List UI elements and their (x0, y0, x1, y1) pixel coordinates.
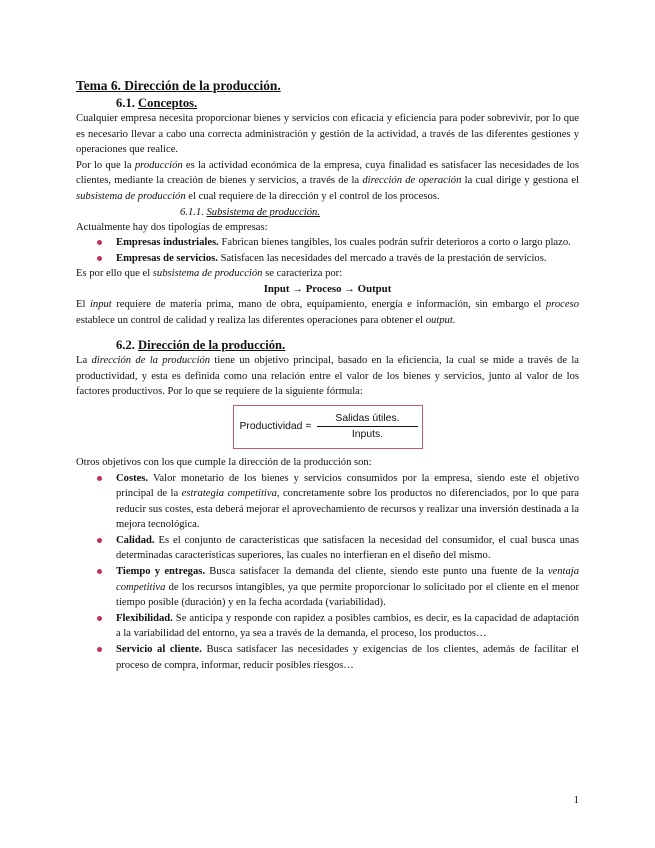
paragraph-otros-objetivos: Otros objetivos con los que cumple la dirección de la producción son: (76, 456, 372, 468)
paragraph-input: El input requiere de materia prima, mano de obra, equipamiento, energía e información, sin embargo el proceso establece un control de calidad y realiza las diferentes operaciones para obtener el output. (76, 298, 579, 326)
formula-container (76, 405, 579, 449)
bullet-icon (97, 476, 102, 481)
productivity-formula (233, 405, 423, 449)
list-item: Empresas industriales. Fabrican bienes tangibles, los cuales podrán sufrir deterioros a corto o largo plazo. (76, 235, 579, 251)
formula-denominator: Inputs. (351, 429, 384, 441)
bullet-icon (97, 256, 102, 261)
bullet-icon (97, 538, 102, 543)
subsection-heading-subsistema: 6.1.1. Subsistema de producción. (180, 206, 320, 218)
list-item: Servicio al cliente. Busca satisfacer las necesidades y exigencias de los clientes, además de facilitar el proceso de compra, informar, reducir posibles riesgos… (76, 642, 579, 673)
formula-numerator: Salidas útiles. (317, 413, 417, 427)
list-item: Flexibilidad. Se anticipa y responde con rapidez a posibles cambios, es decir, es la capacidad de adaptación a la variabilidad del entorno, ya sea a través de la demanda, el proceso, los productos… (76, 611, 579, 642)
formula-fraction (317, 413, 417, 440)
paragraph-produccion: Por lo que la producción es la actividad económica de la empresa, cuya finalidad es satisfacer las necesidades de los clientes, mediante la creación de bienes y servicios, a través de la dirección de operación la cual dirige y gestiona el subsistema de producción el cual requiere de la dirección y el control de los procesos. (76, 159, 580, 202)
bullet-icon (97, 647, 102, 652)
list-item: Costes. Valor monetario de los bienes y servicios consumidos por la empresa, siendo este el objetivo principal de la estrategia competitiva, concretamente sobre los productos no diferenciados, por lo que para reducir sus costes, esta deberá mejorar el aprovechamiento de recursos y realizar una inversión destinada a la mejora tecnológica. (76, 471, 579, 533)
bullet-icon (97, 240, 102, 245)
formula-lhs: Productividad = (239, 421, 312, 433)
objectives-list (76, 471, 579, 674)
list-item: Empresas de servicios. Satisfacen las necesidades del mercado a través de la prestación de servicios. (76, 251, 579, 267)
list-item: Calidad. Es el conjunto de características que satisfacen la necesidad del consumidor, el cual busca unas determinadas características superiores, las cuales no interfieran en el diseño del mismo. (76, 533, 579, 564)
company-types-list (76, 235, 579, 266)
bullet-icon (97, 569, 102, 574)
list-item: Tiempo y entregas. Busca satisfacer la demanda del cliente, siendo este punto una fuente de la ventaja competitiva de los recursos intangibles, ya que permite proporcionar lo solicitado por el cliente en el menor tiempo posible (duración) y en la fecha acordada (variabilidad). (76, 564, 579, 611)
bullet-icon (97, 616, 102, 621)
section-heading-conceptos: 6.1. Conceptos. (116, 96, 198, 110)
page-number: 1 (573, 794, 579, 806)
chapter-title: Tema 6. Dirección de la producción. (76, 78, 281, 93)
paragraph-caracteriza: Es por ello que el subsistema de producción se caracteriza por: (76, 268, 343, 280)
input-process-output-flow: Input → Proceso → Output (263, 282, 392, 295)
section-heading-direccion: 6.2. Dirección de la producción. (116, 338, 286, 353)
paragraph-direccion: La dirección de la producción tiene un objetivo principal, basado en la eficiencia, la cual se mide a través de la productividad, y esta es definida como una relación entre el valor de los bienes y servicios, junto al valor de los factores productivos. Por lo que se requiere de la siguiente fórmula: (76, 355, 579, 398)
paragraph-tipologias: Actualmente hay dos tipologías de empresas: (76, 221, 268, 233)
paragraph-intro: Cualquier empresa necesita proporcionar bienes y servicios con eficacia y eficiencia para poder sobrevivir, por lo que es necesario llevar a cabo una correcta administración y gestión de la actividad, a través de las diferentes gestiones y operaciones que realice. (76, 113, 579, 156)
